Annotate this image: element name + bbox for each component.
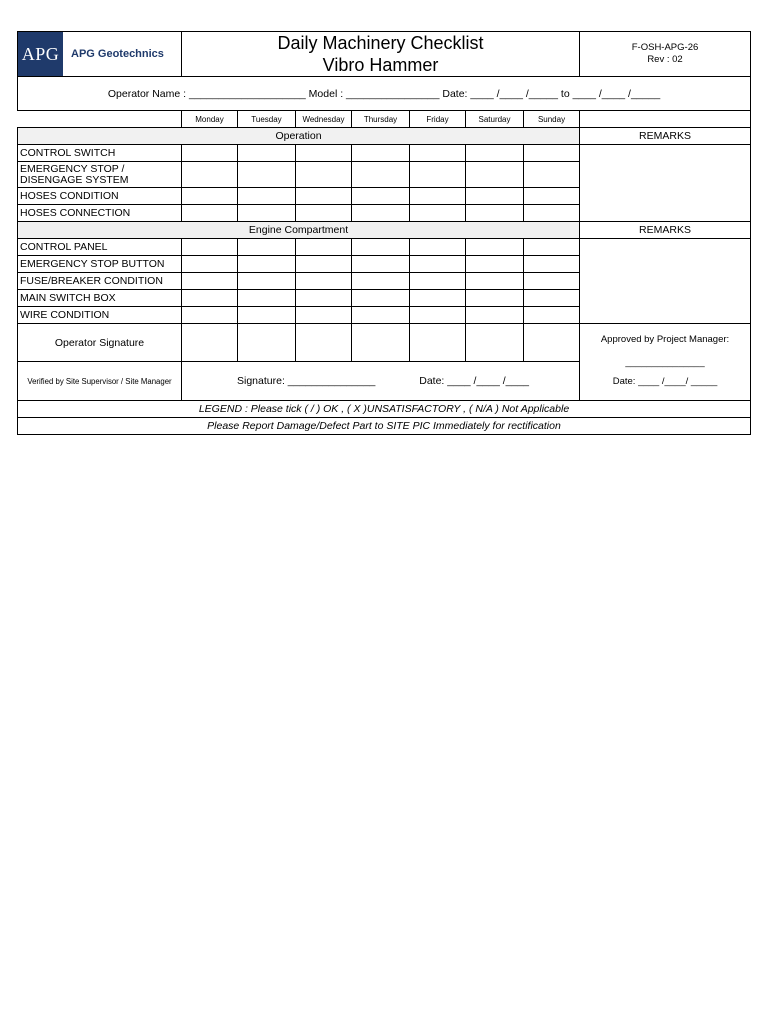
- check-cell[interactable]: [182, 205, 238, 222]
- remarks-box-operation[interactable]: [580, 145, 751, 222]
- section-title: Engine Compartment: [18, 222, 580, 239]
- section-header-operation: [18, 128, 751, 145]
- check-cell[interactable]: [296, 162, 352, 188]
- remarks-header: REMARKS: [580, 128, 751, 145]
- check-cell[interactable]: [238, 205, 296, 222]
- day-wednesday: Wednesday: [296, 111, 352, 128]
- check-cell[interactable]: [524, 188, 580, 205]
- item-label: EMERGENCY STOP BUTTON: [18, 256, 182, 273]
- verified-signature: Signature: _______________: [237, 375, 376, 387]
- check-cell[interactable]: [352, 273, 410, 290]
- item-label: EMERGENCY STOP / DISENGAGE SYSTEM: [18, 162, 182, 188]
- item-label: HOSES CONNECTION: [18, 205, 182, 222]
- day-saturday: Saturday: [466, 111, 524, 128]
- check-cell[interactable]: [410, 273, 466, 290]
- logo-cell: [18, 32, 182, 77]
- check-cell[interactable]: [296, 256, 352, 273]
- days-blank: [18, 111, 182, 128]
- check-cell[interactable]: [524, 290, 580, 307]
- form-code-cell: [580, 32, 751, 77]
- check-cell[interactable]: [466, 205, 524, 222]
- company-name: APG Geotechnics: [71, 48, 164, 60]
- operator-row: [18, 77, 751, 111]
- check-cell[interactable]: [410, 256, 466, 273]
- form-revision: Rev : 02: [647, 54, 683, 65]
- check-cell[interactable]: [410, 188, 466, 205]
- company-logo: APG: [18, 32, 63, 76]
- item-label: CONTROL PANEL: [18, 239, 182, 256]
- signature-cell[interactable]: [352, 324, 410, 362]
- check-cell[interactable]: [182, 162, 238, 188]
- form-code: F-OSH-APG-26: [631, 42, 699, 53]
- days-blank-right: [580, 111, 751, 128]
- check-cell[interactable]: [296, 145, 352, 162]
- approved-label: Approved by Project Manager:: [600, 334, 730, 345]
- signature-cell[interactable]: [182, 324, 238, 362]
- check-cell[interactable]: [182, 273, 238, 290]
- check-cell[interactable]: [524, 145, 580, 162]
- check-cell[interactable]: [238, 256, 296, 273]
- check-cell[interactable]: [466, 188, 524, 205]
- check-cell[interactable]: [296, 273, 352, 290]
- section-header-engine: [18, 222, 751, 239]
- check-cell[interactable]: [352, 145, 410, 162]
- table-row: [18, 145, 751, 162]
- table-row: [18, 239, 751, 256]
- check-cell[interactable]: [410, 290, 466, 307]
- remarks-box-engine[interactable]: [580, 239, 751, 324]
- check-cell[interactable]: [524, 273, 580, 290]
- verified-date: Date: ____ /____ /____: [419, 375, 530, 387]
- check-cell[interactable]: [410, 307, 466, 324]
- check-cell[interactable]: [238, 273, 296, 290]
- check-cell[interactable]: [238, 239, 296, 256]
- item-label: FUSE/BREAKER CONDITION: [18, 273, 182, 290]
- day-thursday: Thursday: [352, 111, 410, 128]
- check-cell[interactable]: [466, 256, 524, 273]
- check-cell[interactable]: [524, 256, 580, 273]
- day-friday: Friday: [410, 111, 466, 128]
- item-label: WIRE CONDITION: [18, 307, 182, 324]
- approved-signature-line: _______________: [625, 357, 705, 368]
- day-tuesday: Tuesday: [238, 111, 296, 128]
- day-monday: Monday: [182, 111, 238, 128]
- check-cell[interactable]: [352, 162, 410, 188]
- check-cell[interactable]: [466, 239, 524, 256]
- check-cell[interactable]: [410, 205, 466, 222]
- check-cell[interactable]: [524, 205, 580, 222]
- check-cell[interactable]: [466, 145, 524, 162]
- check-cell[interactable]: [352, 188, 410, 205]
- approval-box[interactable]: [580, 324, 751, 401]
- day-sunday: Sunday: [524, 111, 580, 128]
- check-cell[interactable]: [296, 205, 352, 222]
- approved-date: Date: ____ /____/ _____: [612, 376, 718, 387]
- verified-signature-cell[interactable]: [182, 362, 580, 401]
- item-label: HOSES CONDITION: [18, 188, 182, 205]
- check-cell[interactable]: [182, 145, 238, 162]
- signature-cell[interactable]: [238, 324, 296, 362]
- check-cell[interactable]: [182, 239, 238, 256]
- check-cell[interactable]: [352, 290, 410, 307]
- check-cell[interactable]: [524, 239, 580, 256]
- check-cell[interactable]: [352, 307, 410, 324]
- signature-cell[interactable]: [524, 324, 580, 362]
- check-cell[interactable]: [238, 145, 296, 162]
- report-note-row: [18, 418, 751, 435]
- form-title: [182, 32, 580, 77]
- check-cell[interactable]: [296, 307, 352, 324]
- legend: LEGEND : Please tick ( / ) OK , ( X )UNSATISFACTORY , ( N/A ) Not Applicable: [18, 401, 751, 418]
- report-note: Please Report Damage/Defect Part to SITE PIC Immediately for rectification: [18, 418, 751, 435]
- check-cell[interactable]: [410, 239, 466, 256]
- operator-line[interactable]: Operator Name : ____________________ Model : ________________ Date: ____ /____ /_____ to ____ /____ /_____: [18, 77, 751, 111]
- check-cell[interactable]: [466, 290, 524, 307]
- title-line-2: Vibro Hammer: [322, 55, 439, 75]
- check-cell[interactable]: [352, 239, 410, 256]
- check-cell[interactable]: [466, 162, 524, 188]
- check-cell[interactable]: [524, 162, 580, 188]
- item-label: CONTROL SWITCH: [18, 145, 182, 162]
- check-cell[interactable]: [182, 188, 238, 205]
- legend-row: [18, 401, 751, 418]
- checklist-table: [17, 31, 751, 435]
- check-cell[interactable]: [410, 145, 466, 162]
- signature-cell[interactable]: [410, 324, 466, 362]
- verified-label: Verified by Site Supervisor / Site Manager: [18, 362, 182, 401]
- check-cell[interactable]: [296, 239, 352, 256]
- check-cell[interactable]: [238, 290, 296, 307]
- signature-cell[interactable]: [466, 324, 524, 362]
- item-label: MAIN SWITCH BOX: [18, 290, 182, 307]
- check-cell[interactable]: [410, 162, 466, 188]
- check-cell[interactable]: [182, 307, 238, 324]
- checklist-form: [17, 31, 750, 435]
- check-cell[interactable]: [352, 205, 410, 222]
- check-cell[interactable]: [352, 256, 410, 273]
- check-cell[interactable]: [296, 188, 352, 205]
- check-cell[interactable]: [238, 307, 296, 324]
- operator-signature-label: Operator Signature: [18, 324, 182, 362]
- signature-cell[interactable]: [296, 324, 352, 362]
- check-cell[interactable]: [238, 162, 296, 188]
- check-cell[interactable]: [182, 290, 238, 307]
- section-title: Operation: [18, 128, 580, 145]
- operator-signature-row: [18, 324, 751, 362]
- check-cell[interactable]: [296, 290, 352, 307]
- title-line-1: Daily Machinery Checklist: [277, 33, 484, 53]
- check-cell[interactable]: [466, 273, 524, 290]
- check-cell[interactable]: [238, 188, 296, 205]
- header-row: [18, 32, 751, 77]
- check-cell[interactable]: [182, 256, 238, 273]
- check-cell[interactable]: [524, 307, 580, 324]
- remarks-header: REMARKS: [580, 222, 751, 239]
- days-row: [18, 111, 751, 128]
- check-cell[interactable]: [466, 307, 524, 324]
